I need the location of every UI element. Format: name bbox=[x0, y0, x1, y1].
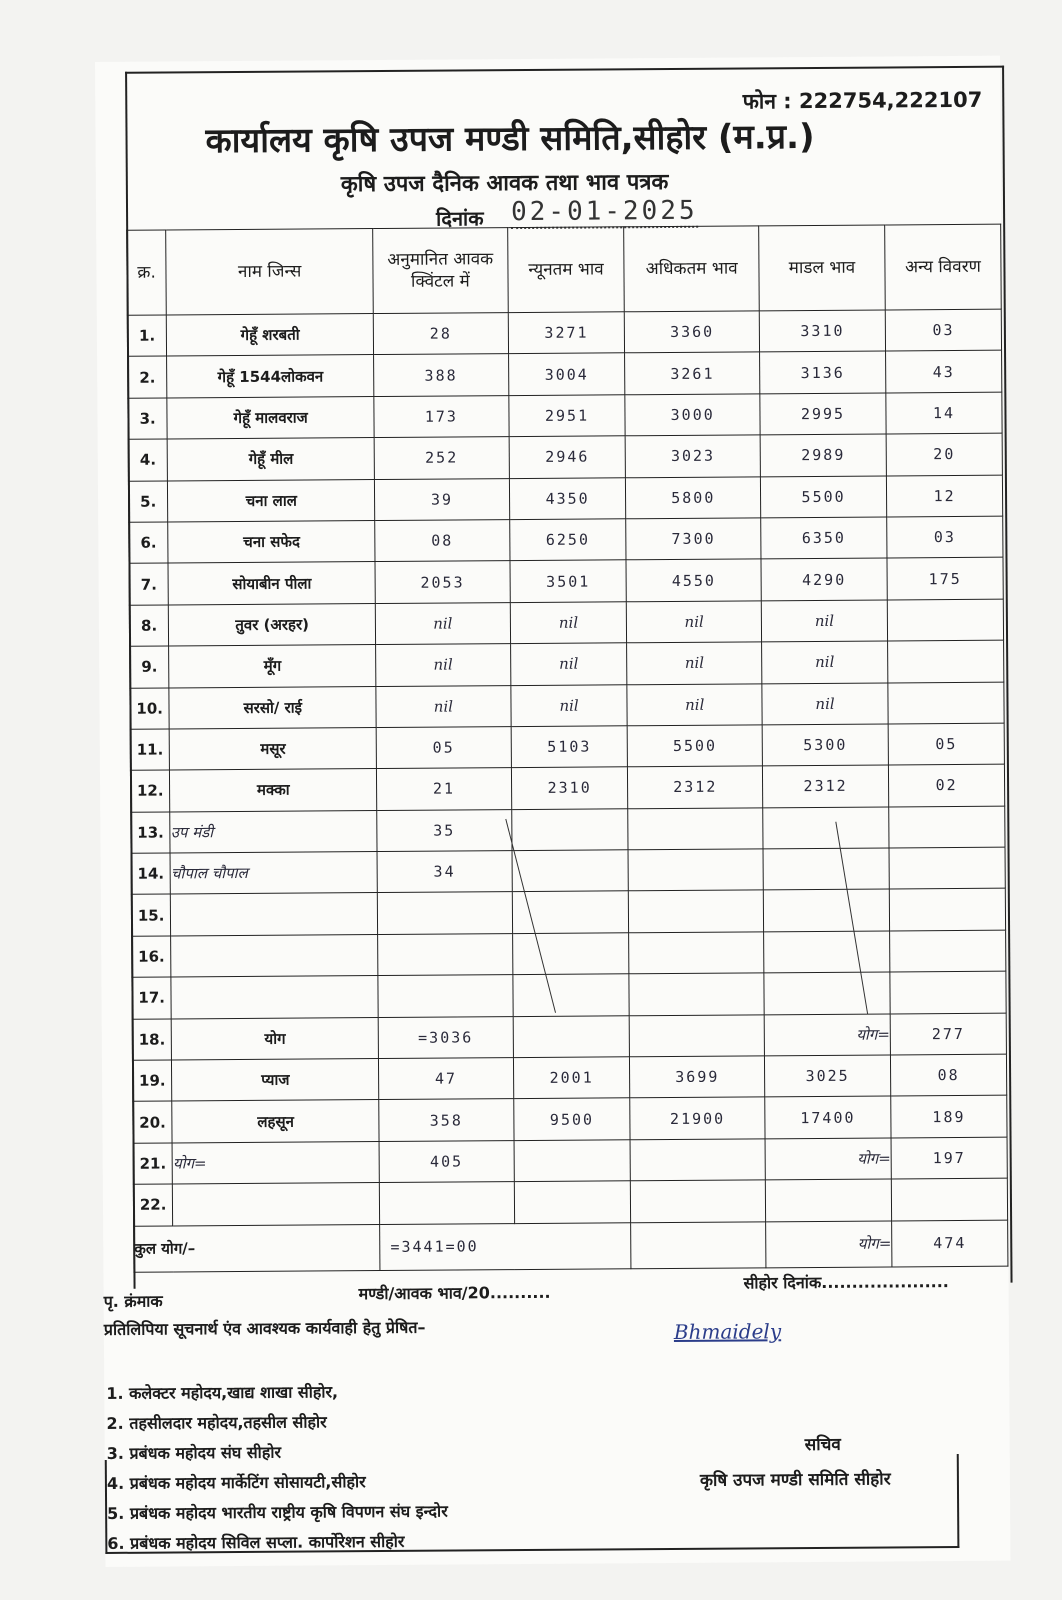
cell-name: गेहूँ मील bbox=[167, 438, 374, 481]
office-title: कार्यालय कृषि उपज मण्डी समिति,सीहोर (म.प्र.) bbox=[205, 116, 815, 162]
cell-max bbox=[629, 932, 764, 974]
cell-name bbox=[173, 1183, 380, 1226]
cell-min bbox=[512, 850, 629, 892]
header-arrival: अनुमानित आवक क्विंटल में bbox=[373, 228, 508, 314]
cell-other: 189 bbox=[891, 1096, 1007, 1138]
cell-model: 5500 bbox=[760, 476, 886, 518]
cell-sr: 5. bbox=[128, 481, 168, 523]
cell-other bbox=[888, 682, 1004, 724]
cell-min: nil bbox=[510, 643, 627, 685]
cell-model: nil bbox=[762, 682, 888, 724]
cell-other: 12 bbox=[887, 475, 1003, 517]
header-min-price: न्यूनतम भाव bbox=[507, 227, 624, 313]
cell-min: nil bbox=[510, 684, 627, 726]
cell-name: चना सफेद bbox=[168, 521, 375, 564]
cell-model bbox=[763, 848, 889, 890]
cell-max: 3699 bbox=[630, 1056, 765, 1098]
cell-name: सरसो/ राई bbox=[169, 686, 376, 729]
table-row bbox=[128, 475, 1002, 522]
cell-max: 5500 bbox=[628, 725, 763, 767]
grand-total-label: कुल योग/– bbox=[134, 1224, 380, 1272]
cell-max bbox=[629, 973, 764, 1015]
cell-other: 175 bbox=[887, 558, 1003, 600]
cell-other bbox=[889, 806, 1005, 848]
cell-arrival: 358 bbox=[379, 1099, 514, 1141]
cell-name: गेहूँ 1544लोकवन bbox=[167, 355, 374, 398]
cell-arrival: 08 bbox=[375, 520, 510, 562]
cell-min: 2946 bbox=[509, 436, 626, 478]
cell-model bbox=[763, 807, 889, 849]
cell-model: 3310 bbox=[759, 310, 885, 352]
header-other-details: अन्य विवरण bbox=[885, 224, 1001, 310]
table-row bbox=[127, 309, 1001, 356]
table-row bbox=[133, 1137, 1007, 1184]
cell-model: 5300 bbox=[762, 724, 888, 766]
cell-name bbox=[171, 934, 378, 977]
cell-arrival: 405 bbox=[379, 1140, 514, 1182]
cell-other bbox=[890, 971, 1006, 1013]
cell-other bbox=[888, 640, 1004, 682]
cell-min bbox=[514, 1140, 631, 1182]
cell-min: 3004 bbox=[508, 353, 625, 395]
header-model-price: माडल भाव bbox=[759, 225, 886, 311]
cell-name: मसूर bbox=[169, 727, 376, 770]
cell-other: 197 bbox=[891, 1137, 1007, 1179]
cell-model bbox=[765, 1179, 891, 1221]
recipient-2: 2. तहसीलदार महोदय,तहसील सीहोर bbox=[106, 1412, 327, 1433]
cell-model: योग= bbox=[765, 1138, 891, 1180]
cell-other: 02 bbox=[889, 764, 1005, 806]
table-row bbox=[130, 764, 1004, 811]
table-row bbox=[128, 392, 1002, 439]
table-row bbox=[128, 351, 1002, 398]
header-max-price: अधिकतम भाव bbox=[624, 226, 759, 312]
table-row bbox=[132, 1013, 1006, 1060]
cell-name: गेहूँ शरबती bbox=[167, 314, 374, 357]
cell-model: 2312 bbox=[762, 765, 888, 807]
cell-name: मक्का bbox=[170, 769, 377, 812]
cell-sr: 4. bbox=[128, 439, 168, 481]
mandi-ref: मण्डी/आवक भाव/20.......... bbox=[358, 1282, 551, 1304]
forward-note: प्रतिलिपिया सूचनार्थ एंव आवश्यक कार्यवाही हेतु प्रेषित– bbox=[103, 1317, 426, 1339]
cell-arrival: 35 bbox=[377, 809, 512, 851]
cell-arrival: =3036 bbox=[378, 1016, 513, 1058]
cell-other: 14 bbox=[886, 392, 1002, 434]
cell-name: सोयाबीन पीला bbox=[168, 562, 375, 605]
cell-arrival bbox=[378, 933, 513, 975]
arrival-price-table bbox=[126, 224, 1008, 1273]
date-value: 02-01-2025 bbox=[510, 195, 698, 228]
cell-min bbox=[512, 974, 629, 1016]
cell-sr: 11. bbox=[130, 729, 170, 771]
recipient-3: 3. प्रबंधक महोदय संघ सीहोर bbox=[106, 1442, 282, 1463]
cell-sr: 1. bbox=[127, 315, 167, 357]
cell-model: 6350 bbox=[761, 517, 887, 559]
cell-min bbox=[511, 808, 628, 850]
cell-max: 5800 bbox=[626, 476, 761, 518]
cell-model: 3136 bbox=[759, 351, 885, 393]
cell-name: तुवर (अरहर) bbox=[169, 603, 376, 646]
table-row bbox=[132, 1054, 1006, 1101]
table-row bbox=[129, 558, 1003, 605]
cell-arrival: nil bbox=[376, 685, 511, 727]
cell-sr: 16. bbox=[132, 936, 172, 978]
table-header-row bbox=[127, 224, 1002, 315]
cell-max bbox=[628, 849, 763, 891]
table-row bbox=[131, 847, 1005, 894]
cell-min: 5103 bbox=[511, 726, 628, 768]
cell-name: उप मंडी bbox=[170, 810, 377, 853]
cell-sr: 15. bbox=[131, 894, 171, 936]
cell-name: प्याज bbox=[172, 1059, 379, 1102]
cell-arrival: 39 bbox=[375, 478, 510, 520]
cell-min: 3271 bbox=[508, 312, 625, 354]
header-sr: क्र. bbox=[127, 230, 167, 315]
cell-sr: 10. bbox=[130, 688, 170, 730]
grand-total-blank bbox=[631, 1221, 766, 1268]
cell-other: 20 bbox=[886, 433, 1002, 475]
table-row bbox=[133, 1178, 1007, 1225]
grand-total-row bbox=[134, 1220, 1008, 1272]
cell-model bbox=[764, 972, 890, 1014]
cell-sr: 8. bbox=[129, 605, 169, 647]
cell-arrival: 28 bbox=[373, 313, 508, 355]
cell-sr: 18. bbox=[132, 1019, 172, 1061]
grand-total-other: 474 bbox=[892, 1220, 1008, 1267]
cell-max: 3261 bbox=[625, 352, 760, 394]
cell-arrival: 47 bbox=[379, 1058, 514, 1100]
cell-other bbox=[889, 889, 1005, 931]
cell-other: 03 bbox=[887, 516, 1003, 558]
header-commodity: नाम जिन्स bbox=[166, 229, 373, 315]
cell-sr: 12. bbox=[130, 770, 170, 812]
cell-max: 3023 bbox=[626, 435, 761, 477]
cell-sr: 22. bbox=[133, 1184, 173, 1226]
cell-arrival bbox=[378, 975, 513, 1017]
cell-model: 17400 bbox=[765, 1096, 891, 1138]
cell-max bbox=[629, 890, 764, 932]
cell-min: 6250 bbox=[509, 519, 626, 561]
recipient-6: 6. प्रबंधक महोदय सिविल सप्ला. कार्पोरेशन सीहोर bbox=[107, 1531, 405, 1553]
table-row bbox=[130, 640, 1004, 687]
cell-arrival: 21 bbox=[377, 768, 512, 810]
cell-other bbox=[890, 930, 1006, 972]
ref-number: पृ. क्रंमाक bbox=[103, 1291, 163, 1311]
cell-model: 3025 bbox=[764, 1055, 890, 1097]
cell-max: nil bbox=[627, 642, 762, 684]
cell-max: 4550 bbox=[626, 559, 761, 601]
cell-sr: 2. bbox=[128, 356, 168, 398]
table-row bbox=[131, 806, 1005, 853]
cell-min: nil bbox=[510, 602, 627, 644]
cell-max: 3360 bbox=[625, 311, 760, 353]
cell-model bbox=[763, 889, 889, 931]
cell-arrival: 34 bbox=[377, 851, 512, 893]
cell-model: 2995 bbox=[760, 393, 886, 435]
cell-min bbox=[514, 1181, 631, 1223]
cell-sr: 17. bbox=[132, 977, 172, 1019]
cell-sr: 7. bbox=[129, 563, 169, 605]
cell-arrival: nil bbox=[375, 602, 510, 644]
grand-total-value: =3441=00 bbox=[380, 1222, 632, 1270]
cell-name: चौपाल चौपाल bbox=[170, 852, 377, 895]
cell-sr: 14. bbox=[131, 853, 171, 895]
sheet-subtitle: कृषि उपज दैनिक आवक तथा भाव पत्रक bbox=[340, 170, 669, 198]
table-row bbox=[130, 682, 1004, 729]
cell-name: मूँग bbox=[169, 645, 376, 688]
cell-max: 7300 bbox=[626, 518, 761, 560]
cell-min: 4350 bbox=[509, 477, 626, 519]
secretary-title: सचिव bbox=[804, 1434, 841, 1456]
table-row bbox=[128, 433, 1002, 480]
cell-arrival: 252 bbox=[374, 437, 509, 479]
cell-name: योग bbox=[171, 1017, 378, 1060]
phone-number: फोन : 222754,222107 bbox=[742, 87, 983, 114]
cell-max bbox=[628, 808, 763, 850]
document-sheet bbox=[95, 56, 1010, 1567]
secretary-org: कृषि उपज मण्डी समिति सीहोर bbox=[699, 1469, 891, 1491]
cell-other bbox=[889, 847, 1005, 889]
table-row bbox=[132, 930, 1006, 977]
table-row bbox=[130, 723, 1004, 770]
sehore-date: सीहोर दिनांक..................... bbox=[743, 1272, 949, 1293]
date-label: दिनांक bbox=[436, 206, 484, 231]
cell-arrival: 388 bbox=[374, 354, 509, 396]
cell-min: 2001 bbox=[513, 1057, 630, 1099]
cell-name: लहसून bbox=[172, 1100, 379, 1143]
cell-min bbox=[512, 933, 629, 975]
cell-model: 2989 bbox=[760, 434, 886, 476]
table-row bbox=[133, 1096, 1007, 1143]
cell-name: योग= bbox=[172, 1141, 379, 1184]
cell-sr: 6. bbox=[129, 522, 169, 564]
cell-model: योग= bbox=[764, 1014, 890, 1056]
cell-name: गेहूँ मालवराज bbox=[167, 396, 374, 439]
cell-sr: 9. bbox=[130, 646, 170, 688]
cell-model: 4290 bbox=[761, 558, 887, 600]
cell-name: चना लाल bbox=[168, 479, 375, 522]
cell-max: 21900 bbox=[630, 1097, 765, 1139]
cell-max bbox=[631, 1139, 766, 1181]
table-row bbox=[129, 516, 1003, 563]
cell-min bbox=[513, 1015, 630, 1057]
cell-other: 277 bbox=[890, 1013, 1006, 1055]
cell-sr: 13. bbox=[131, 812, 171, 854]
cell-min: 9500 bbox=[513, 1098, 630, 1140]
cell-arrival: 173 bbox=[374, 395, 509, 437]
cell-model: nil bbox=[761, 600, 887, 642]
table-row bbox=[131, 889, 1005, 936]
cell-other bbox=[887, 599, 1003, 641]
cell-max: nil bbox=[627, 683, 762, 725]
cell-model: nil bbox=[762, 641, 888, 683]
table-row bbox=[129, 599, 1003, 646]
cell-name bbox=[171, 893, 378, 936]
bottom-border bbox=[105, 1454, 960, 1554]
recipient-5: 5. प्रबंधक महोदय भारतीय राष्ट्रीय कृषि विपणन संघ इन्दोर bbox=[107, 1501, 448, 1523]
cell-arrival: 2053 bbox=[375, 561, 510, 603]
signature: Bhmaidely bbox=[673, 1319, 782, 1344]
cell-model bbox=[764, 931, 890, 973]
cell-min: 2310 bbox=[511, 767, 628, 809]
cell-sr: 19. bbox=[132, 1060, 172, 1102]
cell-sr: 20. bbox=[133, 1101, 173, 1143]
cell-sr: 3. bbox=[128, 398, 168, 440]
cell-other bbox=[891, 1178, 1007, 1220]
cell-other: 08 bbox=[891, 1054, 1007, 1096]
cell-max: nil bbox=[627, 601, 762, 643]
cell-arrival: nil bbox=[376, 644, 511, 686]
cell-other: 43 bbox=[886, 351, 1002, 393]
cell-max: 3000 bbox=[625, 394, 760, 436]
table-row bbox=[132, 971, 1006, 1018]
cell-min: 3501 bbox=[510, 560, 627, 602]
cell-max: 2312 bbox=[628, 766, 763, 808]
cell-arrival: 05 bbox=[376, 727, 511, 769]
cell-max bbox=[630, 1014, 765, 1056]
cell-arrival bbox=[379, 1182, 514, 1224]
cell-other: 05 bbox=[888, 723, 1004, 765]
cell-min: 2951 bbox=[508, 395, 625, 437]
recipient-4: 4. प्रबंधक महोदय मार्केटिंग सोसायटी,सीहोर bbox=[106, 1472, 366, 1493]
grand-total-model-note: योग= bbox=[766, 1221, 892, 1268]
cell-arrival bbox=[377, 892, 512, 934]
cell-sr: 21. bbox=[133, 1143, 173, 1185]
recipient-1: 1. कलेक्टर महोदय,खाद्य शाखा सीहोर, bbox=[106, 1382, 339, 1403]
cell-max bbox=[631, 1180, 766, 1222]
cell-name bbox=[171, 976, 378, 1019]
cell-other: 03 bbox=[885, 309, 1001, 351]
